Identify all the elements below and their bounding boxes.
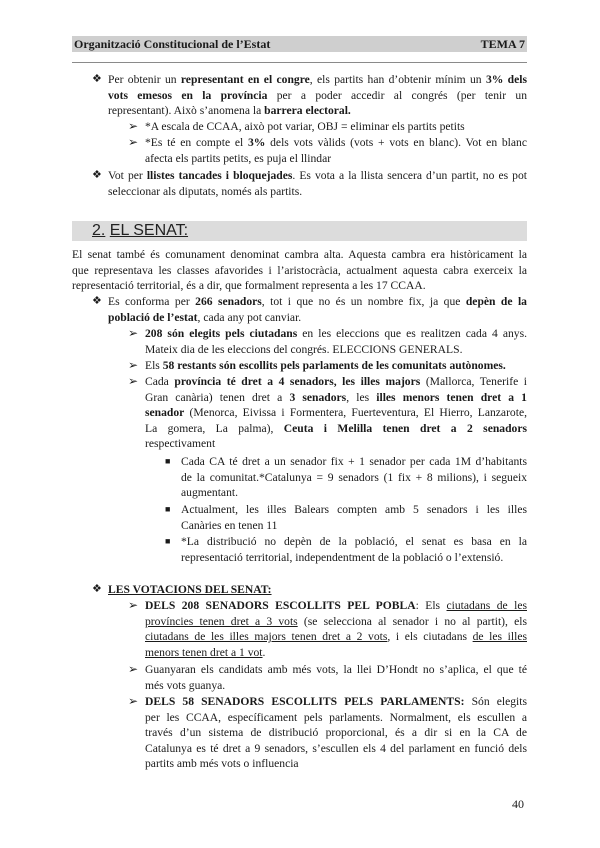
section-title: EL SENAT: — [109, 222, 189, 239]
item-balears: Actualment, les illes Balears compten amb 5 senadors i les illes Canàries en tenen 11 — [181, 503, 527, 532]
square-bullet-icon: ■ — [165, 504, 171, 514]
bullet-llistes: Vot per llistes tancades i bloquejades. Es vota a la llista sencera d’un partit, no es pot seleccionar als diputats, només als partits. — [108, 169, 527, 198]
subbullet-provincies: Cada província té dret a 4 senadors, les illes majors (Mallorca, Tenerife i Gran canària) tenen dret a 3 senadors, les illes menors tenen dret a 1 senador (Menorca, Eivissa i Formentera, Fuerteventura, El Hierro, Lanzarote, La gomera, La palma), Ceuta i Melilla tenen dret a 2 senadors respectivament — [145, 375, 527, 450]
arrow-bullet-icon: ➢ — [128, 358, 139, 372]
section-number: 2. — [92, 222, 106, 239]
arrow-bullet-icon: ➢ — [128, 119, 139, 133]
running-header — [72, 36, 527, 52]
arrow-bullet-icon: ➢ — [128, 662, 139, 676]
bullet-266-senadors: Es conforma per 266 senadors, tot i que no és un nombre fix, ja que depèn de la població de l’estat, cada any pot canviar. — [108, 295, 527, 324]
square-bullet-icon: ■ — [165, 536, 171, 546]
section-heading — [92, 221, 188, 241]
item-ca-senador: Cada CA té dret a un senador fix + 1 senador per cada 1M d’habitants de la comunitat.*Catalunya = 9 senadors (1 fix + 8 milions), i segueix augmentant. — [181, 455, 527, 499]
header-divider — [72, 62, 527, 63]
diamond-bullet-icon: ❖ — [92, 583, 102, 595]
subbullet-58-parlaments-detall: DELS 58 SENADORS ESCOLLITS PELS PARLAMENTS: Són elegits per les CCAA, específicament pels parlaments. Normalment, els escullen a través d’un sistema de distribució proporcional, és a dir si en la CA de Catalunya es té dret a 9 senadors, s’escullen els 4 del parlament en funció dels partits amb més vots o influencia — [145, 695, 527, 770]
subbullet-208-poble: DELS 208 SENADORS ESCOLLITS PEL POBLA: Els ciutadans de les províncies tenen dret a 3 vots (se selecciona al senador i no al partit), els ciutadans de les illes majors tenen dret a 2 vots, i els ciutadans de les illes menors tenen dret a 1 vot. — [145, 599, 528, 659]
subbullet-vots-valids: *Es té en compte el 3% dels vots vàlids (vots + vots en blanc). Vot en blanc afecta els partits petits, es puja el llindar — [145, 136, 527, 165]
intro-paragraph — [72, 247, 527, 294]
subbullet-guanyaran: Guanyaran els candidats amb més vots, la llei D’Hondt no s’aplica, el que té més vots guanya. — [145, 663, 527, 692]
page-number: 40 — [512, 797, 524, 811]
intro-line: representació territorial, és a dir, que formalment representa a les 17 CCAA. — [72, 279, 426, 292]
header-subject: Organització Constitucional de l’Estat — [74, 37, 271, 51]
subbullet-208-ciutadans: 208 són elegits pels ciutadans en les eleccions que es realitzen cada 4 anys. Mateix dia de les eleccions del congrés. ELECCIONS GENERALS. — [145, 327, 527, 356]
intro-line: que representava les classes afavorides i l’aristocràcia, actualment aquesta cabra exerceix la — [72, 263, 527, 277]
square-bullet-icon: ■ — [165, 456, 171, 466]
subbullet-58-parlaments: Els 58 restants són escollits pels parlaments de les comunitats autònomes. — [145, 359, 506, 372]
header-topic: TEMA 7 — [480, 37, 525, 51]
diamond-bullet-icon: ❖ — [92, 169, 102, 181]
subbullet-escala: *A escala de CCAA, això pot variar, OBJ = eliminar els partits petits — [145, 120, 465, 133]
subheading-votacions: LES VOTACIONS DEL SENAT: — [108, 583, 272, 596]
arrow-bullet-icon: ➢ — [128, 374, 139, 388]
arrow-bullet-icon: ➢ — [128, 135, 139, 149]
diamond-bullet-icon: ❖ — [92, 295, 102, 307]
arrow-bullet-icon: ➢ — [128, 326, 139, 340]
bullet-representant: Per obtenir un representant en el congre, els partits han d’obtenir mínim un 3% dels vots emesos en la província per a poder accedir al congrés (per tenir un representant). Això s’anomena la barrera electoral. — [108, 73, 527, 117]
intro-line: El senat també és comunament denominat cambra alta. Aquesta cambra era històricament la — [72, 248, 527, 261]
arrow-bullet-icon: ➢ — [128, 694, 139, 708]
item-distribucio: *La distribució no depèn de la població, el senat es basa en la representació territorial, independentment de la població o l’extensió. — [181, 535, 527, 564]
arrow-bullet-icon: ➢ — [128, 598, 139, 612]
diamond-bullet-icon: ❖ — [92, 73, 102, 85]
